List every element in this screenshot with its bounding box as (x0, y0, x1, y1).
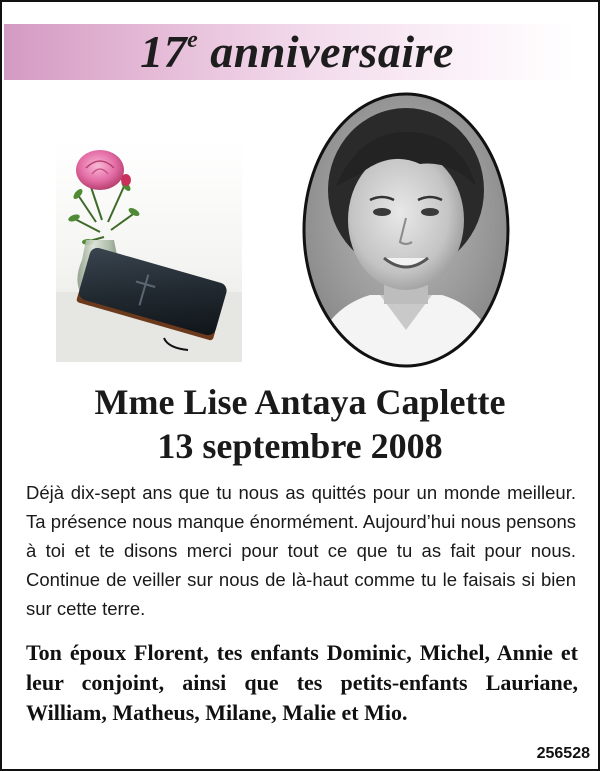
family-signature: Ton époux Florent, tes enfants Dominic, Michel, Annie et leur conjoint, ainsi que tes petits-enfants Lauriane, William, Matheus, Milane, Malie et Mio. (26, 640, 578, 725)
deceased-name: Mme Lise Antaya Caplette (94, 382, 506, 422)
portrait-photo (300, 90, 512, 370)
anniversary-word: anniversaire (198, 26, 454, 77)
rose-bible-image (56, 142, 242, 362)
death-date: 13 septembre 2008 (157, 426, 443, 466)
reference-number: 256528 (536, 745, 590, 762)
ordinal-suffix: e (187, 27, 199, 53)
memorial-message: Déjà dix-sept ans que tu nous as quittés pour un monde meilleur. Ta présence nous manque énormément. Aujourd’hui nous pensons à toi et te disons merci pour tout ce que tu as fait pour nous. Continue de veiller sur nous de là-haut comme tu le faisais si bien sur cette terre. (26, 482, 576, 619)
anniversary-number: 17 (140, 26, 188, 77)
anniversary-title (2, 24, 592, 80)
